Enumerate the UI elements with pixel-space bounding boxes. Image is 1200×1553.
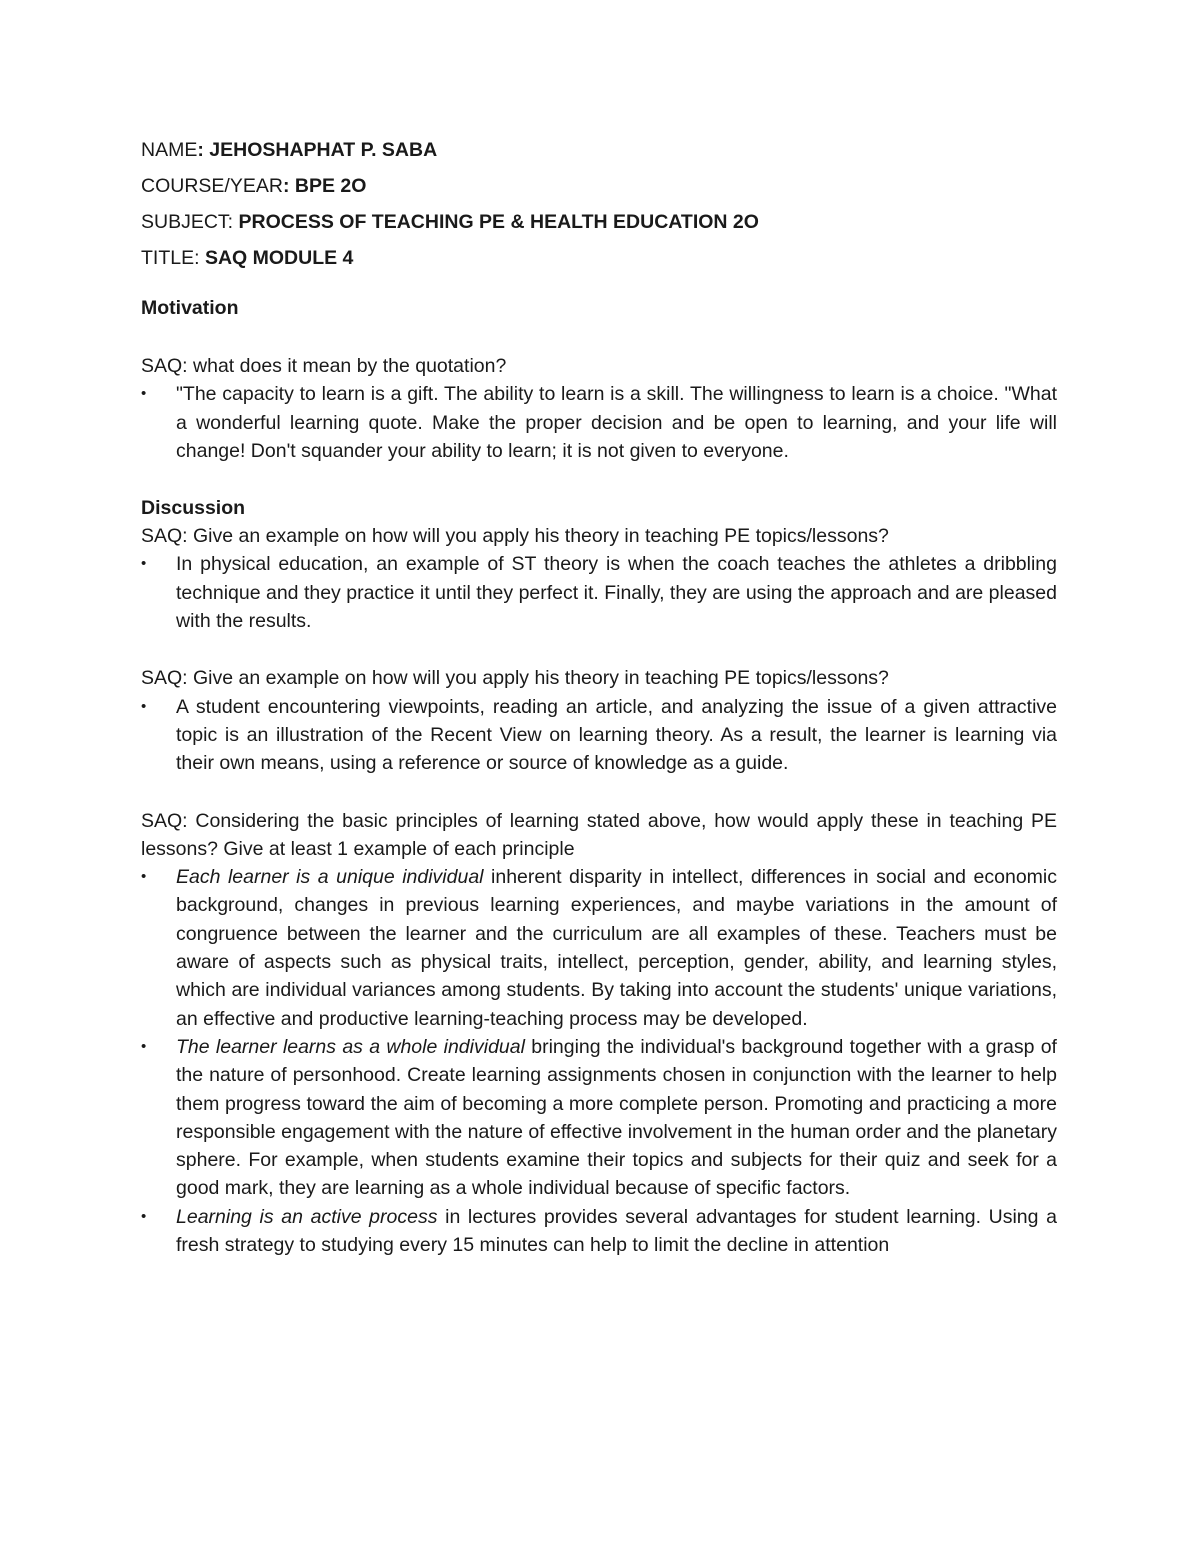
principle-text: bringing the individual's background together with a grasp of the nature of personhood. Create learning assignments chosen in conjunction with the learner to help them progress toward the aim of becoming a more complete person. Promoting and practicing a more responsible engagement with the nature of effective involvement in the human order and the planetary sphere. For example, when students examine their topics and subjects for their quiz and seek for a good mark, they are learning as a whole individual because of specific factors. (176, 1035, 1057, 1200)
course-value: : BPE 2O (282, 175, 367, 197)
course-label: COURSE/YEAR (141, 175, 283, 197)
bullet-icon: • (141, 697, 147, 715)
motivation-answer-list (141, 380, 1057, 465)
title-line (141, 246, 1057, 270)
principle-title: Learning is an active process (176, 1205, 438, 1228)
list-item (141, 1203, 1057, 1260)
discussion-question-2: SAQ: Give an example on how will you apply his theory in teaching PE topics/lessons? (141, 667, 889, 690)
principles-list (141, 863, 1057, 1259)
motivation-question: SAQ: what does it mean by the quotation? (141, 355, 507, 377)
discussion-answer-list-2 (141, 693, 1057, 778)
principle-text: inherent disparity in intellect, differences in social and economic background, changes in previous learning experiences, and maybe variations in the amount of congruence between the learner and the curriculum are all examples of these. Teachers must be aware of aspects such as physical traits, intellect, perception, gender, ability, and learning styles, which are individual variances among students. By taking into account the students' unique variations, an effective and productive learning-teaching process may be developed. (176, 866, 1057, 1030)
principle-text: in lectures provides several advantages for student learning. Using a fresh strategy to studying every 15 minutes can help to limit the decline in attention (176, 1205, 1057, 1257)
name-line (141, 138, 1057, 162)
principle-title: Each learner is a unique individual (176, 866, 484, 889)
name-value: : JEHOSHAPHAT P. SABA (197, 139, 438, 161)
bullet-icon: • (141, 385, 147, 403)
list-item (141, 863, 1057, 1033)
bullet-icon: • (141, 1207, 147, 1225)
discussion-answer-2: A student encountering viewpoints, reading an article, and analyzing the issue of a given attractive topic is an illustration of the Recent View on learning theory. As a result, the learner is learning via their own means, using a reference or source of knowledge as a guide. (176, 695, 1057, 775)
discussion-question-3: SAQ: Considering the basic principles of learning stated above, how would apply these in teaching PE lessons? Give at least 1 example of each principle (141, 809, 1057, 860)
title-label: TITLE: (141, 247, 205, 269)
bullet-icon: • (141, 1037, 147, 1055)
subject-label: SUBJECT: (141, 211, 239, 233)
bullet-icon: • (141, 868, 147, 886)
discussion-answer-1: In physical education, an example of ST theory is when the coach teaches the athletes a dribbling technique and they practice it until they perfect it. Finally, they are using the approach and are pleased with the results. (176, 553, 1057, 633)
bullet-icon: • (141, 555, 147, 573)
subject-line (141, 210, 1057, 234)
list-item (141, 693, 1057, 778)
list-item (141, 380, 1057, 465)
motivation-heading: Motivation (141, 297, 239, 319)
title-value: SAQ MODULE 4 (204, 247, 354, 269)
principle-title: The learner learns as a whole individual (176, 1035, 525, 1058)
name-label: NAME (141, 139, 198, 161)
document-page (141, 138, 1057, 1259)
discussion-question-1: SAQ: Give an example on how will you apply his theory in teaching PE topics/lessons? (141, 525, 889, 548)
motivation-answer: "The capacity to learn is a gift. The ability to learn is a skill. The willingness to learn is a choice. "What a wonderful learning quote. Make the proper decision and be open to learning, and your life will change! Don't squander your ability to learn; it is not given to everyone. (176, 383, 1057, 462)
subject-value: PROCESS OF TEACHING PE & HEALTH EDUCATION 2O (238, 211, 759, 233)
list-item (141, 1033, 1057, 1203)
discussion-heading: Discussion (141, 497, 246, 520)
course-line (141, 174, 1057, 198)
list-item (141, 550, 1057, 635)
discussion-answer-list-1 (141, 550, 1057, 635)
